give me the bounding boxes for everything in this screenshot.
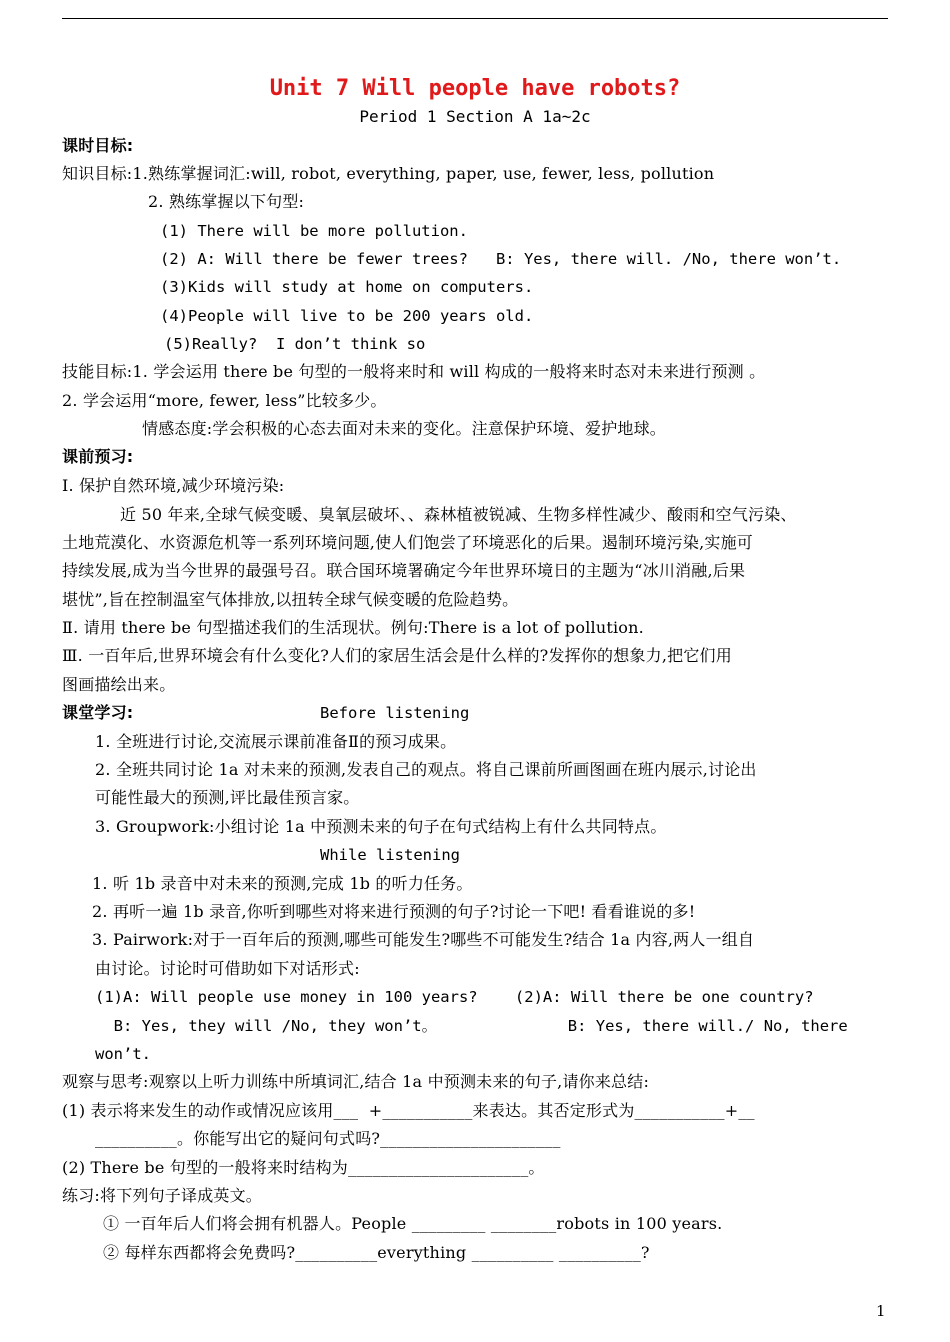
text-line: 持续发展,成为当今世界的最强号召。联合国环境署确定今年世界环境日的主题为“冰川消融,后果 [62, 561, 746, 580]
text-line: 由讨论。讨论时可借助如下对话形式: [95, 959, 360, 978]
text-line: (2) A: Will there be fewer trees? B: Yes, there will. /No, there won’t. [160, 250, 842, 268]
text-line: 3. Groupwork:小组讨论 1a 中预测未来的句子在句式结构上有什么共同特点。 [95, 817, 667, 836]
text-line: 图画描绘出来。 [62, 675, 176, 694]
text-line: ① 一百年后人们将会拥有机器人。People _________ ________robots in 100 years. [103, 1214, 723, 1233]
text-line: 3. Pairwork:对于一百年后的预测,哪些可能发生?哪些不可能发生?结合 1a 内容,两人一组自 [92, 930, 755, 949]
text-line: 练习:将下列句子译成英文。 [62, 1186, 262, 1205]
text-line: Ⅰ. 保护自然环境,减少环境污染: [62, 476, 285, 495]
document-title: Unit 7 Will people have robots? [269, 76, 681, 101]
text-line: 课时目标: [62, 136, 134, 155]
text-line: 土地荒漠化、水资源危机等一系列环境问题,使人们饱尝了环境恶化的后果。遏制环境污染,实施可 [62, 533, 753, 552]
text-line: Ⅲ. 一百年后,世界环境会有什么变化?人们的家居生活会是什么样的?发挥你的想象力,把它们用 [62, 646, 732, 665]
text-line: 2. 再听一遍 1b 录音,你听到哪些对将来进行预测的句子?讨论一下吧! 看看谁说的多! [92, 902, 696, 921]
text-line: __________。你能写出它的疑问句式吗?______________________ [95, 1129, 561, 1148]
text-line: (4)People will live to be 200 years old. [160, 307, 534, 325]
text-line: (1) 表示将来发生的动作或情况应该用___ +___________来表达。其否定形式为___________+__ [62, 1101, 755, 1120]
text-line: 2. 全班共同讨论 1a 对未来的预测,发表自己的观点。将自己课前所画图画在班内展示,讨论出 [95, 760, 757, 779]
header-rule [62, 18, 888, 19]
text-line: 课堂学习: [62, 703, 134, 722]
text-line: 1. 听 1b 录音中对未来的预测,完成 1b 的听力任务。 [92, 874, 473, 893]
text-line: 知识目标:1.熟练掌握词汇:will, robot, everything, paper, use, fewer, less, pollution [62, 164, 715, 183]
text-line: 2. 熟练掌握以下句型: [148, 192, 305, 211]
text-line: 堪忧”,旨在控制温室气体排放,以扭转全球气候变暖的危险趋势。 [62, 590, 519, 609]
text-line: won’t. [95, 1045, 151, 1063]
text-line: Ⅱ. 请用 there be 句型描述我们的生活现状。例句:There is a lot of pollution. [62, 618, 644, 637]
text-line: 近 50 年来,全球气候变暖、臭氧层破坏、、森林植被锐减、生物多样性减少、酸雨和空气污染、 [120, 505, 797, 524]
text-line: (3)Kids will study at home on computers. [160, 278, 534, 296]
text-line: (5)Really? I don’t think so [164, 335, 426, 353]
text-line: 课前预习: [62, 447, 134, 466]
text-line: (1)A: Will people use money in 100 years? (2)A: Will there be one country? [95, 988, 814, 1006]
text-line: (1) There will be more pollution. [160, 222, 468, 240]
text-line: 2. 学会运用“more, fewer, less”比较多少。 [62, 391, 387, 410]
text-line: While listening [320, 846, 460, 864]
text-line: (2) There be 句型的一般将来时结构为______________________。 [62, 1158, 545, 1177]
text-line: 技能目标:1. 学会运用 there be 句型的一般将来时和 will 构成的一般将来时态对未来进行预测 。 [62, 362, 766, 381]
page-number: 1 [876, 1302, 886, 1320]
text-line: Before listening [320, 704, 470, 722]
text-line: 观察与思考:观察以上听力训练中所填词汇,结合 1a 中预测未来的句子,请你来总结: [62, 1072, 650, 1091]
text-line: B: Yes, they will /No, they won’t。 B: Yes, there will./ No, there [95, 1017, 848, 1035]
text-line: 情感态度:学会积极的心态去面对未来的变化。注意保护环境、爱护地球。 [142, 419, 666, 438]
document-subtitle: Period 1 Section A 1a~2c [359, 107, 591, 126]
text-line: 1. 全班进行讨论,交流展示课前准备Ⅱ的预习成果。 [95, 732, 457, 751]
text-line: 可能性最大的预测,评比最佳预言家。 [95, 788, 360, 807]
text-line: ② 每样东西都将会免费吗?__________everything __________ __________? [103, 1243, 650, 1262]
